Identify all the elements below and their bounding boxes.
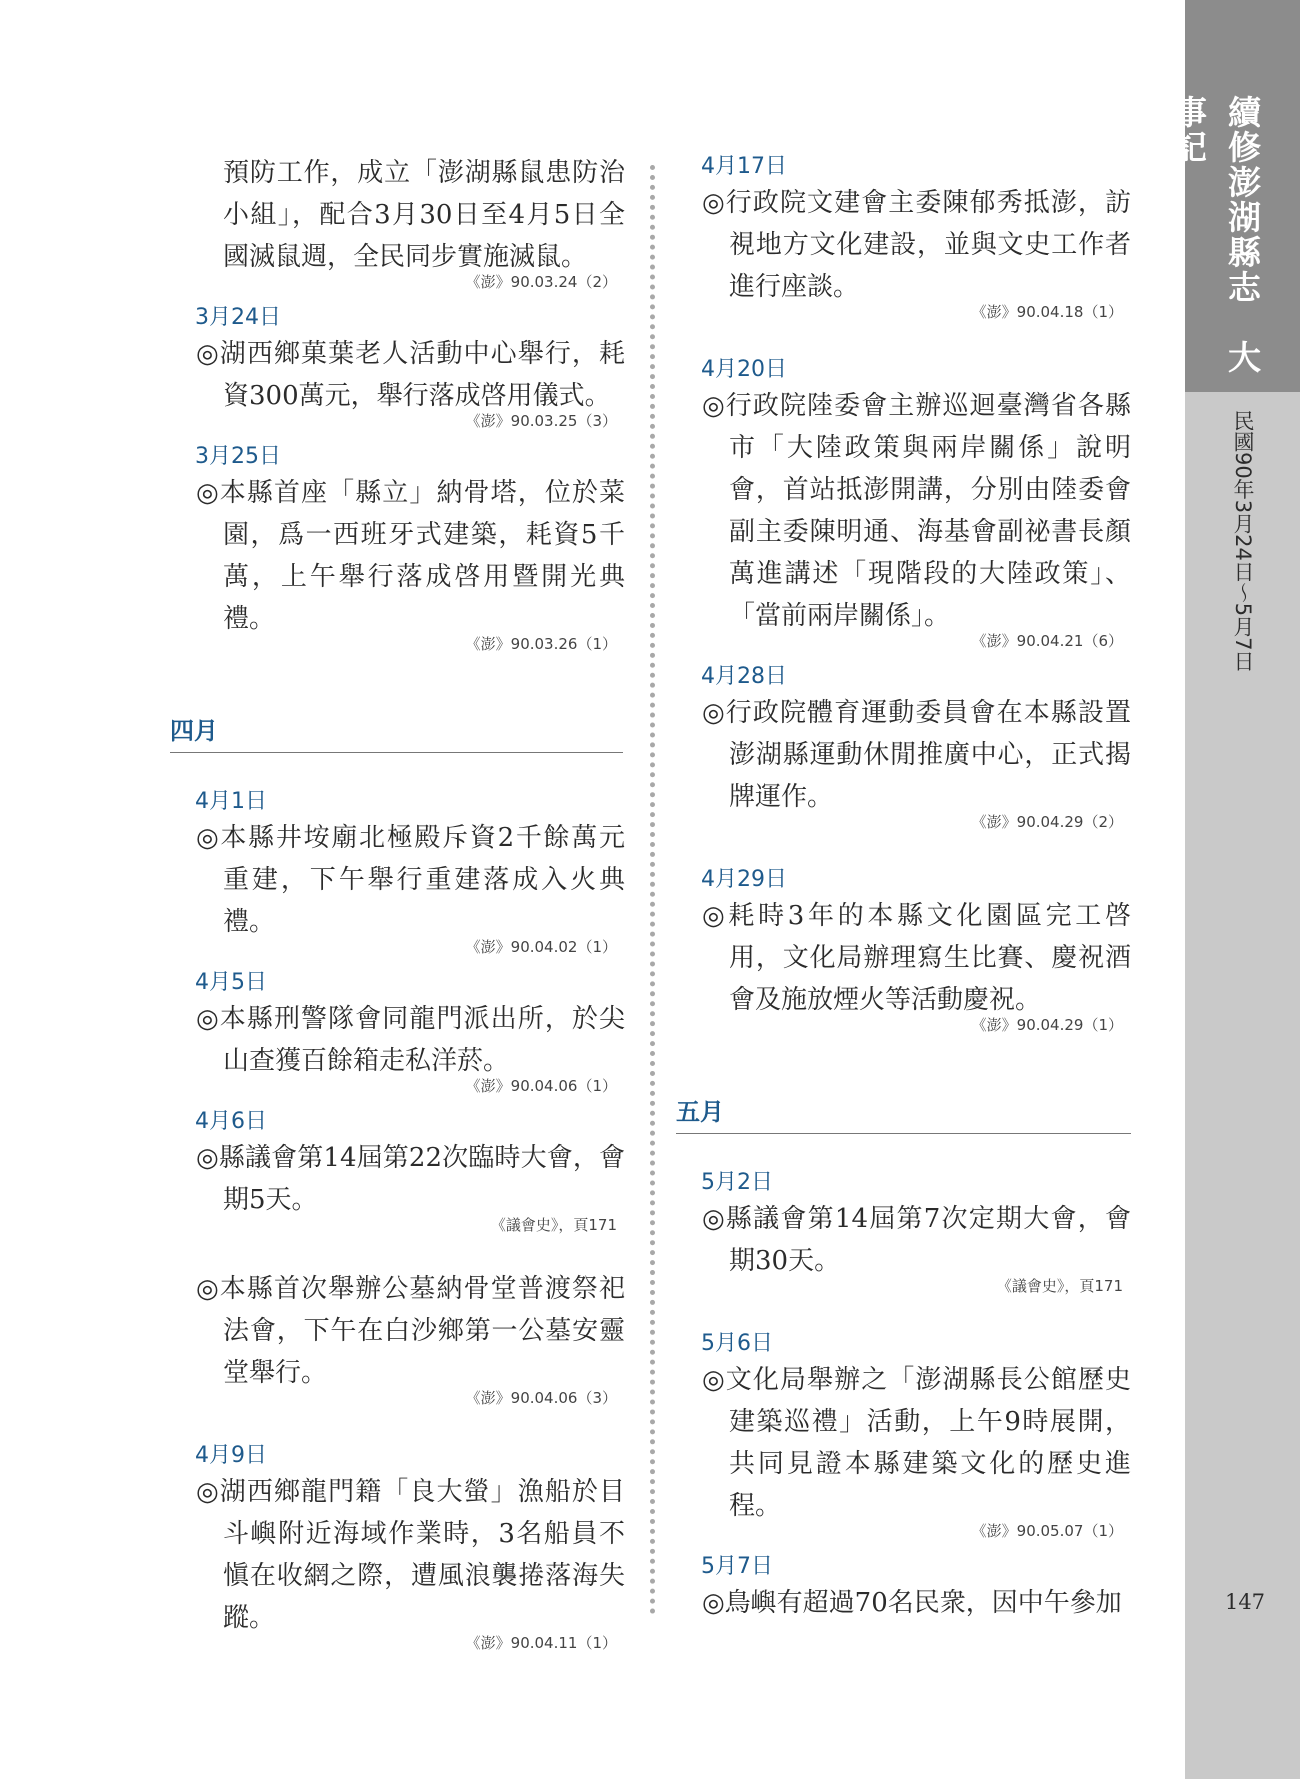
entry-0507 xyxy=(676,1552,1131,1624)
entry-body: ◎湖西鄉龍門籍「良大螢」漁船於目斗嶼附近海域作業時，3名船員不愼在收網之際，遭風浪襲捲落海失蹤。 xyxy=(196,1477,625,1633)
entry-source: 《議會史》，頁171 xyxy=(490,1216,617,1234)
month-heading-may: 五月 xyxy=(676,1092,1131,1134)
entry-0506 xyxy=(676,1329,1131,1540)
entry-source: 《澎》90.05.07（1） xyxy=(971,1522,1123,1540)
entry-body: ◎本縣首座「縣立」納骨塔，位於菜園，爲一西班牙式建築，耗資5千萬，上午舉行落成啓用暨開光典禮。 xyxy=(196,478,625,634)
month-heading-april: 四月 xyxy=(170,711,623,753)
entry-date: 5月6日 xyxy=(701,1331,773,1356)
entry-source: 《澎》90.04.06（3） xyxy=(465,1389,617,1407)
entry-source: 《澎》90.03.24（2） xyxy=(465,273,617,291)
entry-body: 預防工作，成立「澎湖縣鼠患防治小組」，配合3月30日至4月5日全國滅鼠週，全民同步實施滅鼠。 xyxy=(223,158,625,272)
entry-source: 《澎》90.04.11（1） xyxy=(465,1634,617,1652)
entry-0428 xyxy=(676,662,1131,831)
entry-date: 4月9日 xyxy=(195,1443,267,1468)
entry-date: 4月6日 xyxy=(195,1109,267,1134)
entry-0324 xyxy=(170,303,625,430)
entry-source: 《澎》90.04.06（1） xyxy=(465,1077,617,1095)
entry-0502 xyxy=(676,1168,1131,1295)
entry-date: 4月28日 xyxy=(701,664,787,689)
entry-date: 4月5日 xyxy=(195,970,267,995)
entry-0406-b xyxy=(170,1268,625,1407)
entry-body: ◎行政院體育運動委員會在本縣設置澎湖縣運動休閒推廣中心，正式揭牌運作。 xyxy=(702,698,1131,812)
entry-date: 4月17日 xyxy=(701,154,787,179)
entry-source: 《澎》90.04.29（2） xyxy=(971,813,1123,831)
entry-source: 《澎》90.03.26（1） xyxy=(465,635,617,653)
entry-body: ◎本縣刑警隊會同龍門派出所，於尖山查獲百餘箱走私洋菸。 xyxy=(196,1004,625,1076)
entry-body: ◎行政院陸委會主辦巡迴臺灣省各縣市「大陸政策與兩岸關係」說明會，首站抵澎開講，分別由陸委會副主委陳明通、海基會副祕書長顏萬進講述「現階段的大陸政策」、「當前兩岸關係」。 xyxy=(702,391,1131,631)
entry-body: ◎鳥嶼有超過70名民衆，因中午參加 xyxy=(702,1588,1122,1618)
entry-body: ◎縣議會第14屆第7次定期大會，會期30天。 xyxy=(702,1204,1131,1276)
entry-body: ◎行政院文建會主委陳郁秀抵澎，訪視地方文化建設，並與文史工作者進行座談。 xyxy=(702,188,1131,302)
chapter-date-range: 民國90年3月24日～5月7日 xyxy=(1231,410,1255,672)
right-column xyxy=(676,150,1131,1624)
entry-source: 《澎》90.04.21（6） xyxy=(971,632,1123,650)
entry-source: 《澎》90.03.25（3） xyxy=(465,412,617,430)
column-divider xyxy=(650,165,655,1615)
entry-body: ◎本縣井垵廟北極殿斥資2千餘萬元重建，下午舉行重建落成入火典禮。 xyxy=(196,823,625,937)
entry-body: ◎文化局舉辦之「澎湖縣長公館歷史建築巡禮」活動，上午9時展開，共同見證本縣建築文化的歷史進程。 xyxy=(702,1365,1131,1521)
entry-source: 《澎》90.04.29（1） xyxy=(971,1016,1123,1034)
entry-0406 xyxy=(170,1107,625,1234)
chapter-sidebar xyxy=(1169,0,1300,1779)
entry-0429 xyxy=(676,865,1131,1034)
entry-date: 4月29日 xyxy=(701,867,787,892)
book-title: 續修澎湖縣志 大事記 xyxy=(1169,95,1262,375)
entry-body: ◎耗時3年的本縣文化園區完工啓用，文化局辦理寫生比賽、慶祝酒會及施放煙火等活動慶祝。 xyxy=(702,901,1131,1015)
entry-0325 xyxy=(170,442,625,653)
entry-date: 4月20日 xyxy=(701,357,787,382)
entry-date: 4月1日 xyxy=(195,789,267,814)
entry-0405 xyxy=(170,968,625,1095)
page-number: 147 xyxy=(1224,1590,1266,1614)
entry-body: ◎本縣首次舉辦公墓納骨堂普渡祭祀法會，下午在白沙鄉第一公墓安靈堂舉行。 xyxy=(196,1274,625,1388)
entry-0401 xyxy=(170,787,625,956)
entry-source: 《澎》90.04.18（1） xyxy=(971,303,1123,321)
entry-date: 5月2日 xyxy=(701,1170,773,1195)
entry-date: 3月24日 xyxy=(195,305,281,330)
entry-0409 xyxy=(170,1441,625,1652)
entry-0417 xyxy=(676,152,1131,321)
entry-date: 3月25日 xyxy=(195,444,281,469)
entry-body: ◎縣議會第14屆第22次臨時大會，會期5天。 xyxy=(196,1143,625,1215)
entry-source: 《澎》90.04.02（1） xyxy=(465,938,617,956)
entry-body: ◎湖西鄉菓葉老人活動中心舉行，耗資300萬元，舉行落成啓用儀式。 xyxy=(196,339,625,411)
entry-date: 5月7日 xyxy=(701,1554,773,1579)
entry-carryover xyxy=(170,152,625,291)
left-column xyxy=(170,150,625,1652)
entry-source: 《議會史》，頁171 xyxy=(996,1277,1123,1295)
entry-0420 xyxy=(676,355,1131,650)
sidebar-title-band xyxy=(1169,0,1300,392)
